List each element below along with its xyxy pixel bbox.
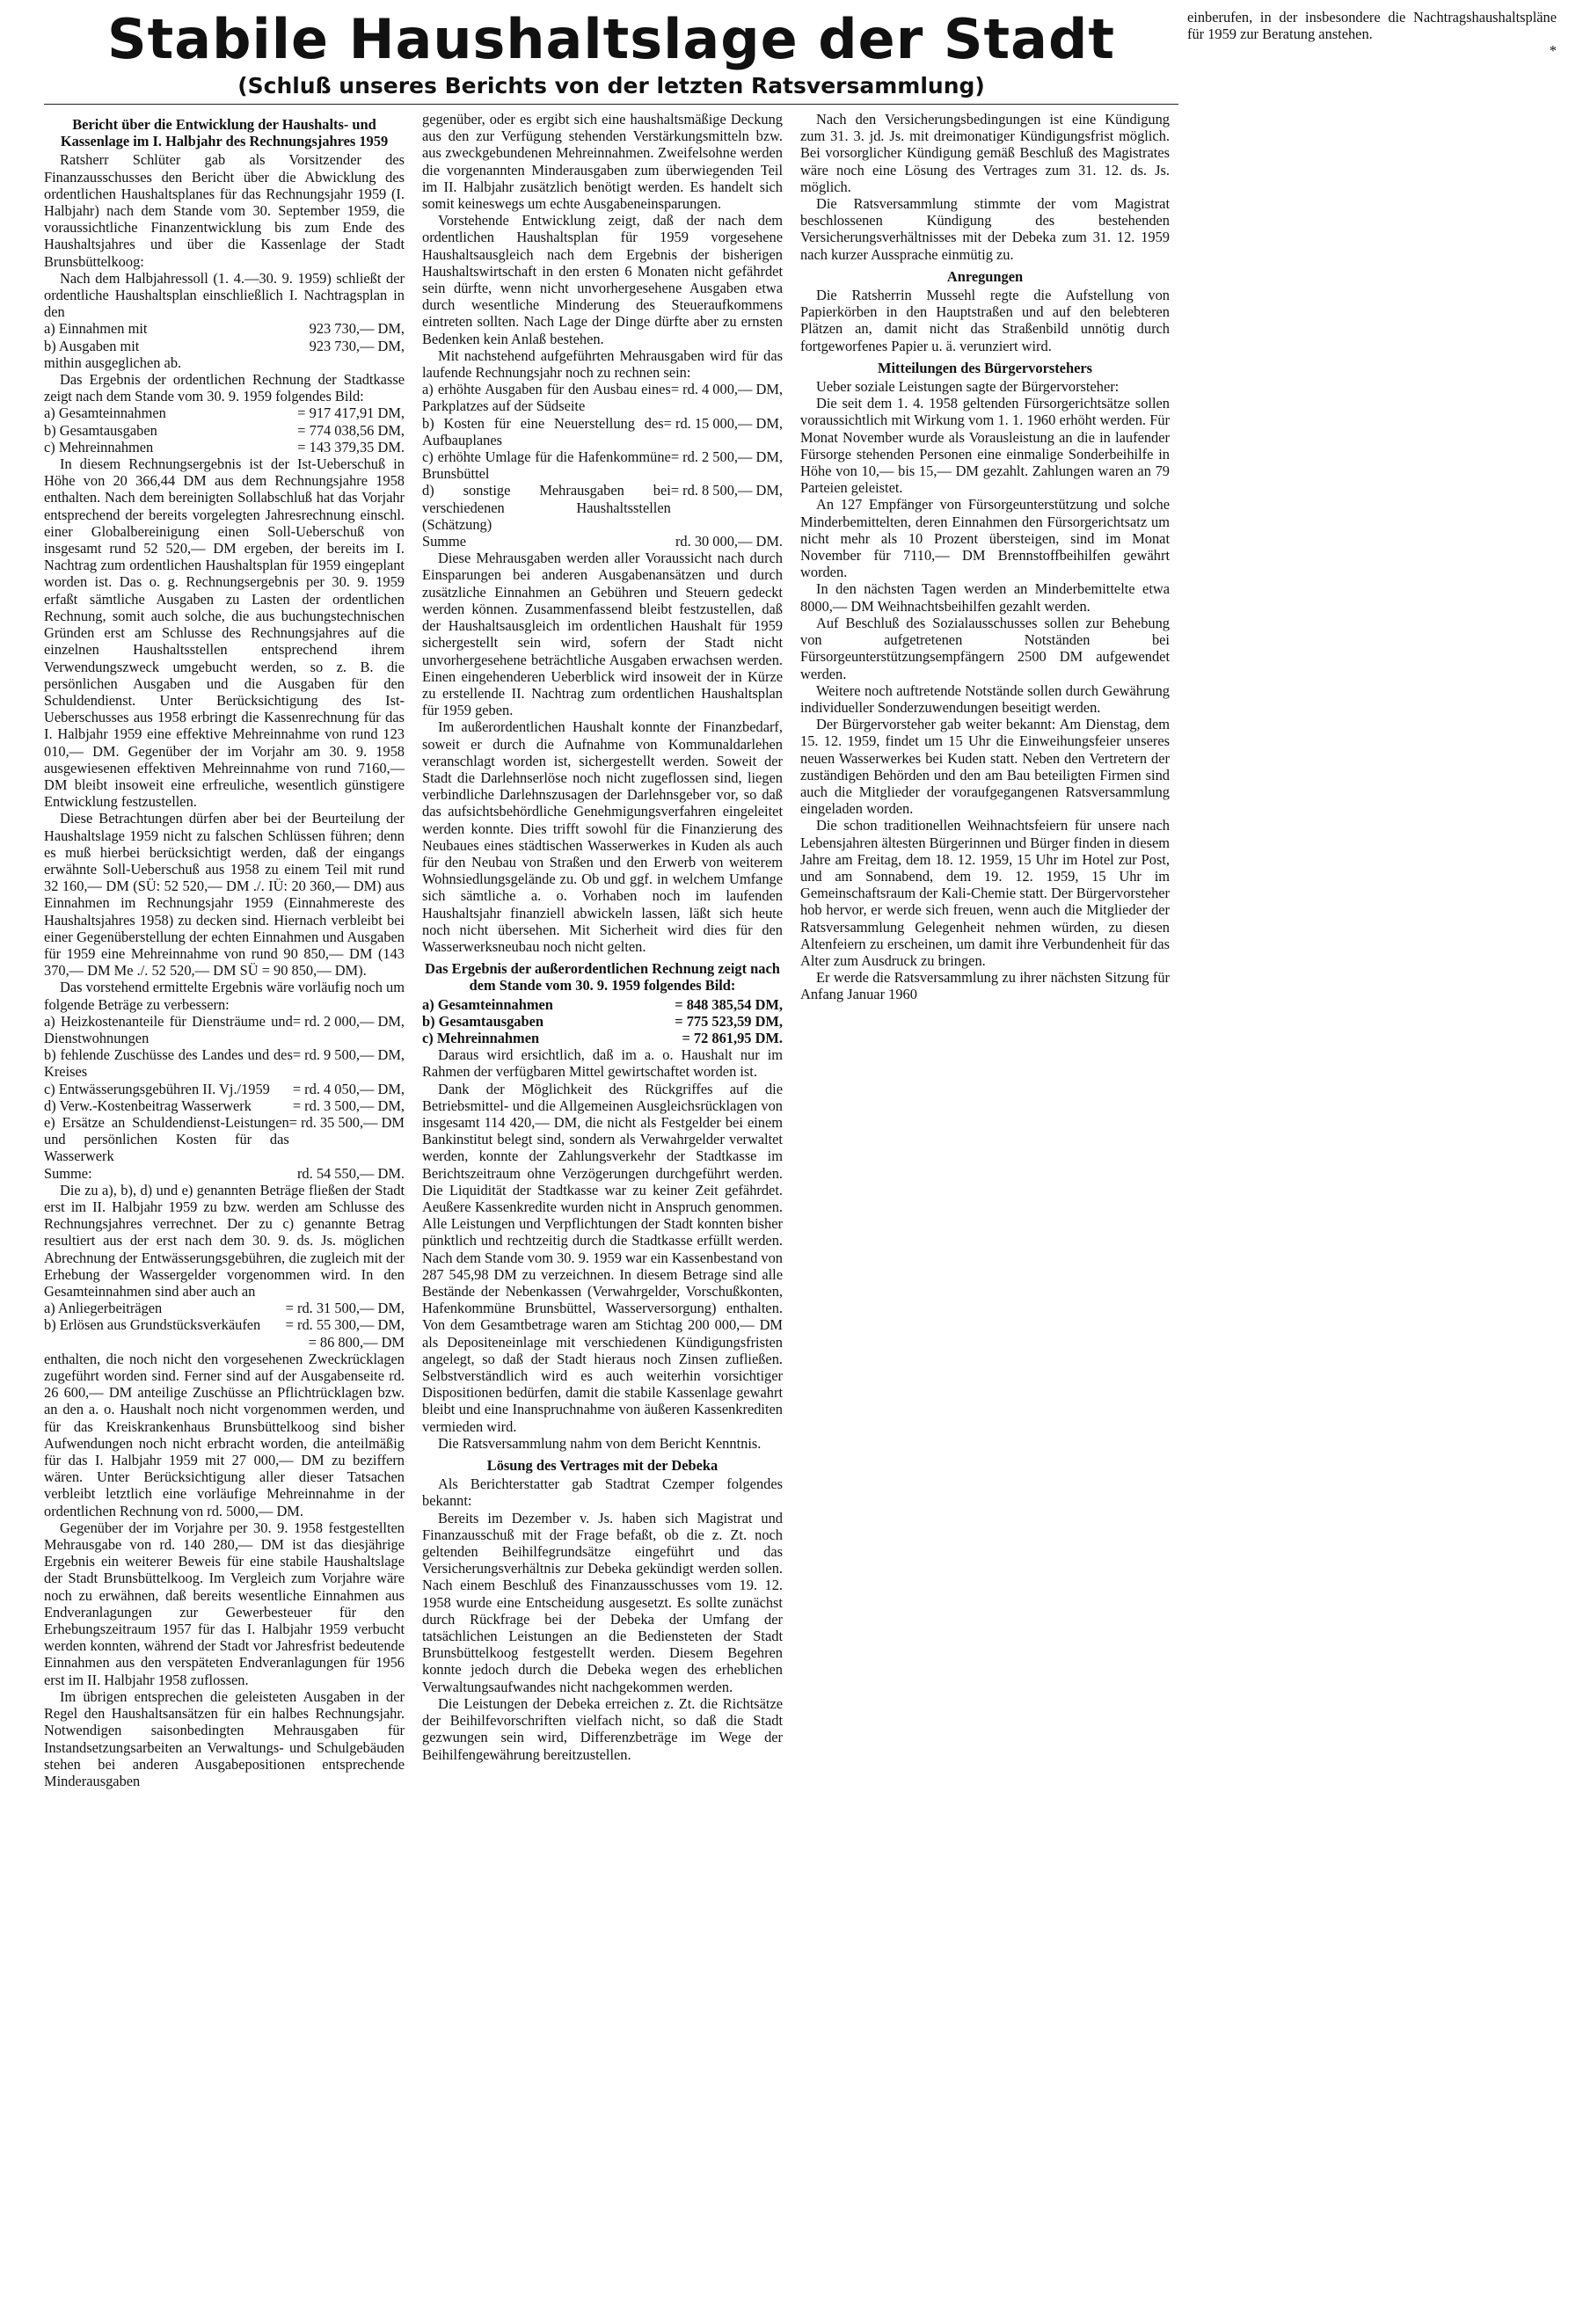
figure-row bbox=[44, 1013, 405, 1046]
section-heading: Mitteilungen des Bürgervorstehers bbox=[878, 359, 1092, 376]
paragraph: In den nächsten Tagen werden an Minderbemittelte etwa 8000,— DM Weihnachtsbeihilfen gezahlt werden. bbox=[800, 580, 1170, 615]
figure-value: 923 730,— DM, bbox=[309, 320, 405, 338]
figure-row bbox=[44, 1046, 405, 1080]
figure-label: a) erhöhte Ausgaben für den Ausbau eines Parkplatzes auf der Südseite bbox=[422, 381, 671, 415]
figure-value: 923 730,— DM, bbox=[309, 337, 405, 354]
section-heading: Das Ergebnis der außerordentlichen Rechnung zeigt nach dem Stande vom 30. 9. 1959 folgendes Bild: bbox=[425, 960, 780, 994]
paragraph: Als Berichterstatter gab Stadtrat Czemper folgendes bekannt: bbox=[422, 1475, 783, 1510]
paragraph: Weitere noch auftretende Notstände sollen durch Gewährung individueller Sonderzuwendungen beseitigt werden. bbox=[800, 681, 1170, 716]
figure-row bbox=[422, 415, 783, 448]
figure-label: a) Gesamteinnahmen bbox=[44, 404, 166, 422]
figure-value: = rd. 3 500,— DM, bbox=[292, 1096, 405, 1114]
figure-label: a) Einnahmen mit bbox=[44, 320, 148, 338]
section-heading: Anregungen bbox=[946, 267, 1024, 285]
figure-label: c) Entwässerungsgebühren II. Vj./1959 bbox=[44, 1080, 270, 1097]
paragraph: Die zu a), b), d) und e) genannten Beträge fließen der Stadt erst im II. Halbjahr 1959 zu bzw. werden am Schlusse des Rechnungsjahres verrechnet. Der zu c) genannte Betrag resultiert aus der erst nach dem 30. 9. ds. Js. möglichen Abrechnung der Entwässerungsgebühren, die zugleich mit der Erhebung der Wassergelder vorgenommen wird. In den Gesamteinnahmen sind aber auch an bbox=[44, 1181, 405, 1300]
figure-label: c) Mehreinnahmen bbox=[422, 1029, 540, 1046]
figure-value: = 774 038,56 DM, bbox=[297, 421, 405, 439]
subheadline: (Schluß unseres Berichts von der letzten Ratsversammlung) bbox=[237, 73, 985, 98]
paragraph: Nach den Versicherungsbedingungen ist eine Kündigung zum 31. 3. jd. Js. mit dreimonatiger Kündigungsfrist möglich. Bei vorsorglicher Kündigung gemäß Beschluß des Magistrates wäre noch eine Lösung des Vertrages zum 31. 12. ds. Js. möglich. bbox=[800, 111, 1170, 195]
figure-row bbox=[422, 1013, 783, 1030]
figure-row bbox=[422, 482, 783, 533]
column-rule bbox=[44, 104, 1178, 105]
article-column-1 bbox=[44, 111, 405, 1789]
paragraph: Er werde die Ratsversammlung zu ihrer nächsten Sitzung für Anfang Januar 1960 bbox=[800, 969, 1170, 1003]
figure-label: a) Heizkostenanteile für Diensträume und Dienstwohnungen bbox=[44, 1012, 293, 1046]
paragraph: Mit nachstehend aufgeführten Mehrausgaben wird für das laufende Rechnungsjahr noch zu rechnen sein: bbox=[422, 346, 783, 382]
figure-value: = rd. 2 000,— DM, bbox=[292, 1012, 405, 1030]
figure-row bbox=[422, 533, 783, 550]
end-mark: * bbox=[1549, 42, 1557, 60]
paragraph: Ratsherr Schlüter gab als Vorsitzender des Finanzausschusses den Bericht über die Abwicklung des ordentlichen Haushaltsplanes für das Rechnungsjahr 1959 (I. Halbjahr) nach dem Stande vom 30. September 1959, die voraussichtliche Finanzentwicklung bis zum Ende des Haushaltsjahres und über die Kassenlage der Stadt Brunsbüttelkoog: bbox=[44, 151, 405, 270]
figure-row bbox=[44, 1300, 405, 1316]
paragraph: An 127 Empfänger von Fürsorgeunterstützung und solche Minderbemittelten, deren Einnahmen den Fürsorgerichtsatz um nicht mehr als 10 Prozent übersteigen, sind im Monat November für 7110,— DM Brennstoffbeihilfen gewährt worden. bbox=[800, 496, 1170, 581]
paragraph: Im übrigen entsprechen die geleisteten Ausgaben in der Regel den Haushaltsansätzen für ein halbes Rechnungsjahr. Notwendigen saisonbedingten Mehrausgaben für Instandsetzungsarbeiten an Verwaltungs- und Schulgebäuden stehen bei anderen Ausgabepositionen entsprechende Minderausgaben bbox=[44, 1687, 405, 1789]
figure-value: = rd. 55 300,— DM, bbox=[285, 1316, 405, 1334]
newspaper-page bbox=[35, 9, 1557, 2313]
figure-value: = rd. 31 500,— DM, bbox=[285, 1300, 405, 1317]
figure-row bbox=[422, 381, 783, 414]
figure-label: b) fehlende Zuschüsse des Landes und des Kreises bbox=[44, 1046, 293, 1081]
figure-label: Summe: bbox=[44, 1164, 92, 1182]
paragraph: In diesem Rechnungsergebnis ist der Ist-Ueberschuß in Höhe von 20 366,44 DM aus dem Rechnungsjahre 1958 enthalten. Nach dem bereinigten Sollabschluß hat das Vorjahr entsprechend der bereits vorgelegten Jahresrechnung einschl. einer Globalbereinigung einen Soll-Ueberschuß von insgesamt rund 52 520,— DM ergeben, der bereits im I. Nachtrag zum ordentlichen Haushaltsplan für 1959 eingeplant worden ist. Das o. g. Rechnungsergebnis per 30. 9. 1959 erfaßt sämtliche Ausgaben zu Lasten der ordentlichen Rechnung, somit auch solche, die aus buchungstechnischen Gründen erst am Schlusse des Rechnungsjahres auf die einzelnen Haushaltsstellen entsprechend ihrem Verwendungszweck umgebucht werden, so z. B. die persönlichen Ausgaben und die Ausgaben für den Schuldendienst. Unter Berücksichtigung des Ist-Ueberschusses aus 1958 erbringt die Kassenrechnung für das I. Halbjahr 1959 eine effektive Mehreinnahme von rund 123 010,— DM. Gegenüber der im Vorjahr am 30. 9. 1958 ausgewiesenen effektiven Mehreinnahme von rund 7160,— DM bleibt insoweit eine erfreuliche, wesentlich günstigere Entwicklung festzustellen. bbox=[44, 455, 405, 811]
article-column-2 bbox=[422, 111, 783, 1763]
figure-label: Summe bbox=[422, 533, 467, 550]
paragraph: Die Ratsversammlung stimmte der vom Magistrat beschlossenen Kündigung des bestehenden Versicherungsverhältnisses mit der Debeka zum 31. 12. 1959 nach kurzer Aussprache einmütig zu. bbox=[800, 195, 1170, 263]
figure-row bbox=[422, 996, 783, 1013]
figure-label: c) erhöhte Umlage für die Hafenkommüne Brunsbüttel bbox=[422, 448, 671, 483]
figure-value: = rd. 15 000,— DM, bbox=[663, 414, 783, 432]
section-heading: Lösung des Vertrages mit der Debeka bbox=[486, 1457, 719, 1475]
figure-row bbox=[44, 1097, 405, 1114]
figure-value: rd. 54 550,— DM. bbox=[296, 1164, 405, 1182]
paragraph: Die schon traditionellen Weihnachtsfeiern für unsere nach Lebensjahren ältesten Bürgerinnen und Bürger finden in diesem Jahre am Freitag, dem 18. 12. 1959, 15 Uhr im Hotel zur Post, und am Sonnabend, dem 19. 12. 1959, 15 Uhr im Gemeinschaftsraum der Kali-Chemie statt. Der Bürgervorsteher hob hervor, er werde sich freuen, wenn auch die Mitglieder der Ratsversammlung Gelegenheit nehmen würden, zu diesen Altenfeiern zu erscheinen, um damit ihre Verbundenheit für das Alter zum Ausdruck zu bringen. bbox=[800, 817, 1170, 969]
paragraph: Der Bürgervorsteher gab weiter bekannt: Am Dienstag, dem 15. 12. 1959, findet um 15 Uhr die Einweihungsfeier unseres neuen Wasserwerkes bei Kuden statt. Neben den Vertretern der zuständigen Behörden und den am Bau beteiligten Firmen sind auch die Mitglieder der voraufgegangenen Ratsversammlung eingeladen worden. bbox=[800, 716, 1170, 818]
paragraph: gegenüber, oder es ergibt sich eine haushaltsmäßige Deckung aus den zur Verfügung stehenden Verstärkungsmitteln bzw. aus zweckgebundenen Mehreinnahmen. Zweifelsohne werden die vorgenannten Minderausgaben zum überwiegenden Teil im II. Halbjahr zusätzlich benötigt werden. Es handelt sich somit keineswegs um echte Ausgabeneinsparungen. bbox=[422, 111, 783, 213]
figure-label: c) Mehreinnahmen bbox=[44, 438, 154, 455]
figure-label: b) Gesamtausgaben bbox=[44, 421, 157, 439]
figure-row bbox=[44, 404, 405, 421]
paragraph: Daraus wird ersichtlich, daß im a. o. Haushalt nur im Rahmen der verfügbaren Mittel gewirtschaftet worden ist. bbox=[422, 1046, 783, 1081]
paragraph: Bereits im Dezember v. Js. haben sich Magistrat und Finanzausschuß mit der Frage befaßt, ob die z. Zt. noch geltenden Beihilfegrundsätze eingeführt und das Versicherungsverhältnis zur Debeka gekündigt werden sollen. Nach einem Beschluß des Finanzausschusses vom 19. 12. 1958 wurde eine Entscheidung ausgesetzt. Es sollte zunächst durch Rückfrage bei der Debeka der Umfang der tatsächlichen Leistungen an die Bediensteten der Stadt Brunsbüttelkoog festgestellt werden. Diesem Begehren konnte jedoch durch die Debeka wegen des erheblichen Verwaltungsaufwandes nicht nachgekommen werden. bbox=[422, 1509, 783, 1695]
paragraph: Im außerordentlichen Haushalt konnte der Finanzbedarf, soweit er durch die Aufnahme von Kommunaldarlehen veranschlagt worden ist, sichergestellt werden. Soweit der Stadt die Darlehnserlöse noch nicht zugeflossen sind, liegen verbindliche Darlehnszusagen der Darlehnsgeber vor, so daß das aufsichtsbehördliche Genehmigungsverfahren eingeleitet werden konnte. Dies trifft sowohl für die Finanzierung des Neubaues eines städtischen Wasserwerkes in Kuden als auch für den Neubau von Straßen und den Erwerb von weiterem Wohnsiedlungsgelände zu. Ob und ggf. in welchem Umfange sich sämtliche a. o. Vorhaben noch im laufenden Haushaltsjahr finanziell abwickeln lassen, läßt sich heute noch nicht übersehen. Mit Sicherheit wird dies für den Wasserwerksneubau noch nicht gelten. bbox=[422, 718, 783, 955]
paragraph: Die Ratsherrin Mussehl regte die Aufstellung von Papierkörben in den Hauptstraßen und auf den belebteren Plätzen an, damit nicht das Straßenbild unnötig durch fortgeworfenes Papier u. ä. verunziert wird. bbox=[800, 287, 1170, 354]
figure-row bbox=[44, 439, 405, 455]
figure-row bbox=[44, 1334, 405, 1351]
headline-block bbox=[44, 9, 1178, 100]
paragraph: enthalten, die noch nicht den vorgesehenen Zweckrücklagen zugeführt worden sind. Ferner sind auf der Ausgabenseite rd. 26 600,— DM anteilige Zuschüsse an Pflichtrücklagen bzw. an den a. o. Haushalt noch nicht vorgenommen werden, und für das Kreiskrankenhaus Brunsbüttelkoog sind bisher Aufwendungen noch nicht erbracht worden, die anteilmäßig für das I. Halbjahr 1959 mit 27 000,— DM zu beziffern wären. Unter Berücksichtigung aller dieser Tatsachen verbleibt letztlich eine vorläufige Mehreinnahme in der ordentlichen Rechnung von rd. 5000,— DM. bbox=[44, 1350, 405, 1519]
figure-value: = rd. 35 500,— DM bbox=[288, 1113, 405, 1131]
figure-label: a) Anliegerbeiträgen bbox=[44, 1300, 163, 1317]
paragraph: Ueber soziale Leistungen sagte der Bürgervorsteher: bbox=[816, 378, 1120, 396]
figure-row bbox=[44, 1114, 405, 1165]
paragraph: Diese Betrachtungen dürfen aber bei der Beurteilung der Haushaltslage 1959 nicht zu falschen Schlüssen führen; denn es muß hierbei berücksichtigt werden, daß der eingangs erwähnte Soll-Ueberschuß aus 1958 zu einem Teil mit rund 32 160,— DM (SÜ: 52 520,— DM ./. IÜ: 20 360,— DM) aus Einnahmen im Rechnungsjahr 1959 (Einnahmereste des Haushaltsjahres 1958) zu decken sind. Hiernach verbleibt bei einer Gegenüberstellung der echten Einnahmen und Ausgaben für 1959 eine Mehreinnahme von rund 90 850,— DM (143 370,— DM Me ./. 52 520,— DM SÜ = 90 850,— DM). bbox=[44, 810, 405, 980]
figure-label: b) Ausgaben mit bbox=[44, 337, 140, 354]
figure-row bbox=[422, 1030, 783, 1046]
paragraph: Vorstehende Entwicklung zeigt, daß der nach dem ordentlichen Haushaltsplan für 1959 vorgesehene Haushaltsausgleich nach dem Ergebnis der bisherigen Haushaltswirtschaft in den ersten 6 Monaten nicht gefährdet sein dürfte, wenn nicht unvorhergesehene Ausgaben etwa durch wesentliche Minderung des Steueraufkommens eintreten sollten. Nach Lage der Dinge dürfte aber zu ernsten Bedenken kein Anlaß bestehen. bbox=[422, 212, 783, 347]
article-column-3 bbox=[800, 111, 1170, 1003]
section-heading: Bericht über die Entwicklung der Haushalts- und Kassenlage im I. Halbjahr des Rechnungsjahres 1959 bbox=[60, 116, 389, 150]
figure-label: b) Kosten für eine Neuerstellung des Aufbauplanes bbox=[422, 414, 664, 448]
figure-value: = 72 861,95 DM. bbox=[682, 1029, 783, 1046]
paragraph: Das Ergebnis der ordentlichen Rechnung der Stadtkasse zeigt nach dem Stande vom 30. 9. 1959 folgendes Bild: bbox=[44, 371, 405, 405]
article-column-4 bbox=[1187, 9, 1557, 60]
paragraph: Das vorstehend ermittelte Ergebnis wäre vorläufig noch um folgende Beträge zu verbessern: bbox=[44, 979, 405, 1013]
paragraph: Dank der Möglichkeit des Rückgriffes auf die Betriebsmittel- und die Allgemeinen Ausgleichsrücklagen von insgesamt 114 420,— DM, die nicht als Festgelder bei einem Bankinstitut belegt sind, sondern als Verwahrgelder verwaltet werden, konnte der Zahlungsverkehr der Stadtkasse im Berichtszeitraum ohne Verzögerungen durchgeführt werden. Die Liquidität der Stadtkasse war zu keiner Zeit gefährdet. Aeußere Kassenkredite wurden nicht in Anspruch genommen. Alle Leistungen und Verpflichtungen der Stadt konnten bisher pünktlich und rechtzeitig durch die Stadtkasse erfüllt werden. Nach dem Stande vom 30. 9. 1959 war ein Kassenbestand von 287 545,98 DM zu verzeichnen. In diesem Betrage sind alle Bestände der Nebenkassen (Verwahrgelder, Vorschußkonten, Hafenkommüne Brunsbüttel, Wasserversorgung) enthalten. Von dem Gesamtbetrage waren am Stichtag 200 000,— DM als Depositeneinlage mit verschiedenen Kündigungsfristen angelegt, so daß der Stadt hieraus noch Zinsen zufließen. Selbstverständlich wird es auch weiterhin vorsichtiger Dispositionen bedürfen, damit die stabile Kassenlage gewahrt bleibt und eine Inanspruchnahme von äußeren Kassenkrediten vermieden wird. bbox=[422, 1080, 783, 1435]
paragraph: Die seit dem 1. 4. 1958 geltenden Fürsorgerichtsätze sollen voraussichtlich mit Wirkung vom 1. 1. 1960 erhöht werden. Für Monat November wurde als Vorausleistung an die in laufender Fürsorge stehenden Personen eine einmalige Sonderbeihilfe in Höhe von 10,— bis 15,— DM gezahlt. Zahlungen waren an 79 Parteien geleistet. bbox=[800, 395, 1170, 497]
figure-value: = 143 379,35 DM. bbox=[297, 438, 405, 455]
figure-value: = rd. 8 500,— DM, bbox=[670, 482, 783, 499]
figure-value: = 848 385,54 DM, bbox=[675, 995, 783, 1013]
figure-label: d) sonstige Mehrausgaben bei verschiedenen Haushaltsstellen (Schätzung) bbox=[422, 482, 671, 533]
figure-value: = rd. 4 050,— DM, bbox=[292, 1080, 405, 1097]
figure-label: d) Verw.-Kostenbeitrag Wasserwerk bbox=[44, 1096, 252, 1114]
figure-label: e) Ersätze an Schuldendienst-Leistungen und persönlichen Kosten für das Wasserwerk bbox=[44, 1113, 289, 1165]
figure-value: = rd. 2 500,— DM, bbox=[670, 448, 783, 466]
figure-row bbox=[44, 320, 405, 337]
figure-value: rd. 30 000,— DM. bbox=[675, 533, 783, 550]
paragraph: Auf Beschluß des Sozialausschusses sollen zur Behebung von aufgetretenen Notständen bei Fürsorgeunterstützungsempfängern 2500 DM aufgewendet werden. bbox=[800, 614, 1170, 682]
figure-label: a) Gesamteinnahmen bbox=[422, 995, 553, 1013]
figure-value: = 775 523,59 DM, bbox=[675, 1012, 783, 1030]
figure-row bbox=[422, 448, 783, 482]
figure-value: = rd. 4 000,— DM, bbox=[670, 381, 783, 398]
figure-value: = rd. 9 500,— DM, bbox=[292, 1046, 405, 1064]
paragraph: Die Ratsversammlung nahm von dem Bericht Kenntnis. bbox=[438, 1434, 762, 1452]
headline: Stabile Haushaltslage der Stadt bbox=[106, 7, 1116, 71]
figure-row bbox=[44, 338, 405, 354]
paragraph: Diese Mehrausgaben werden aller Voraussicht nach durch Einsparungen bei anderen Ausgabenansätzen und durch zusätzliche Einnahmen an Gebühren und Steuern gedeckt werden können. Zusammenfassend bleibt festzustellen, daß der Haushaltsausgleich im ordentlichen Haushalt für 1959 sichergestellt sein wird, sofern der Stadt nicht unvorhergesehene beträchtliche Ausgaben erwachsen werden. Einen eingehenderen Ueberblick wird insoweit der in Kürze zu erstellende II. Nachtrag zum ordentlichen Haushaltsplan für 1959 geben. bbox=[422, 550, 783, 719]
paragraph: einberufen, in der insbesondere die Nachtragshaushaltspläne für 1959 zur Beratung anstehen. bbox=[1187, 9, 1557, 43]
paragraph: mithin ausgeglichen ab. bbox=[44, 353, 182, 371]
paragraph: Nach dem Halbjahressoll (1. 4.—30. 9. 1959) schließt der ordentliche Haushaltsplan einschließlich I. Nachtragsplan in den bbox=[44, 269, 405, 321]
figure-value: = 917 417,91 DM, bbox=[297, 404, 405, 422]
figure-row bbox=[44, 1165, 405, 1182]
figure-label: b) Gesamtausgaben bbox=[422, 1012, 543, 1030]
figure-row bbox=[44, 1081, 405, 1097]
figure-row bbox=[44, 1316, 405, 1333]
figure-label: b) Erlösen aus Grundstücksverkäufen bbox=[44, 1316, 261, 1334]
figure-row bbox=[44, 422, 405, 439]
paragraph: Gegenüber der im Vorjahre per 30. 9. 1958 festgestellten Mehrausgabe von rd. 140 280,— DM ist das diesjährige Ergebnis ein weiterer Beweis für eine stabile Haushaltslage der Stadt Brunsbüttelkoog. Im Vergleich zum Vorjahre wäre noch zu erwähnen, daß bereits wesentliche Einnahmen aus Endveranlagungen zur Gewerbesteuer für den Erhebungszeitraum 1957 für das I. Halbjahr 1959 verbucht werden konnten, während der Stadt vor Jahresfrist bedeutende Einnahmen aus den verspäteten Endveranlagungen für 1956 erst im II. Halbjahr 1958 zuflossen. bbox=[44, 1519, 405, 1688]
paragraph: Die Leistungen der Debeka erreichen z. Zt. die Richtsätze der Beihilfevorschriften vielfach nicht, so daß die Stadt gezwungen sein wird, Differenzbeträge im Wege der Beihilfengewährung bereitzustellen. bbox=[422, 1694, 783, 1763]
figure-value: = 86 800,— DM bbox=[308, 1333, 405, 1351]
